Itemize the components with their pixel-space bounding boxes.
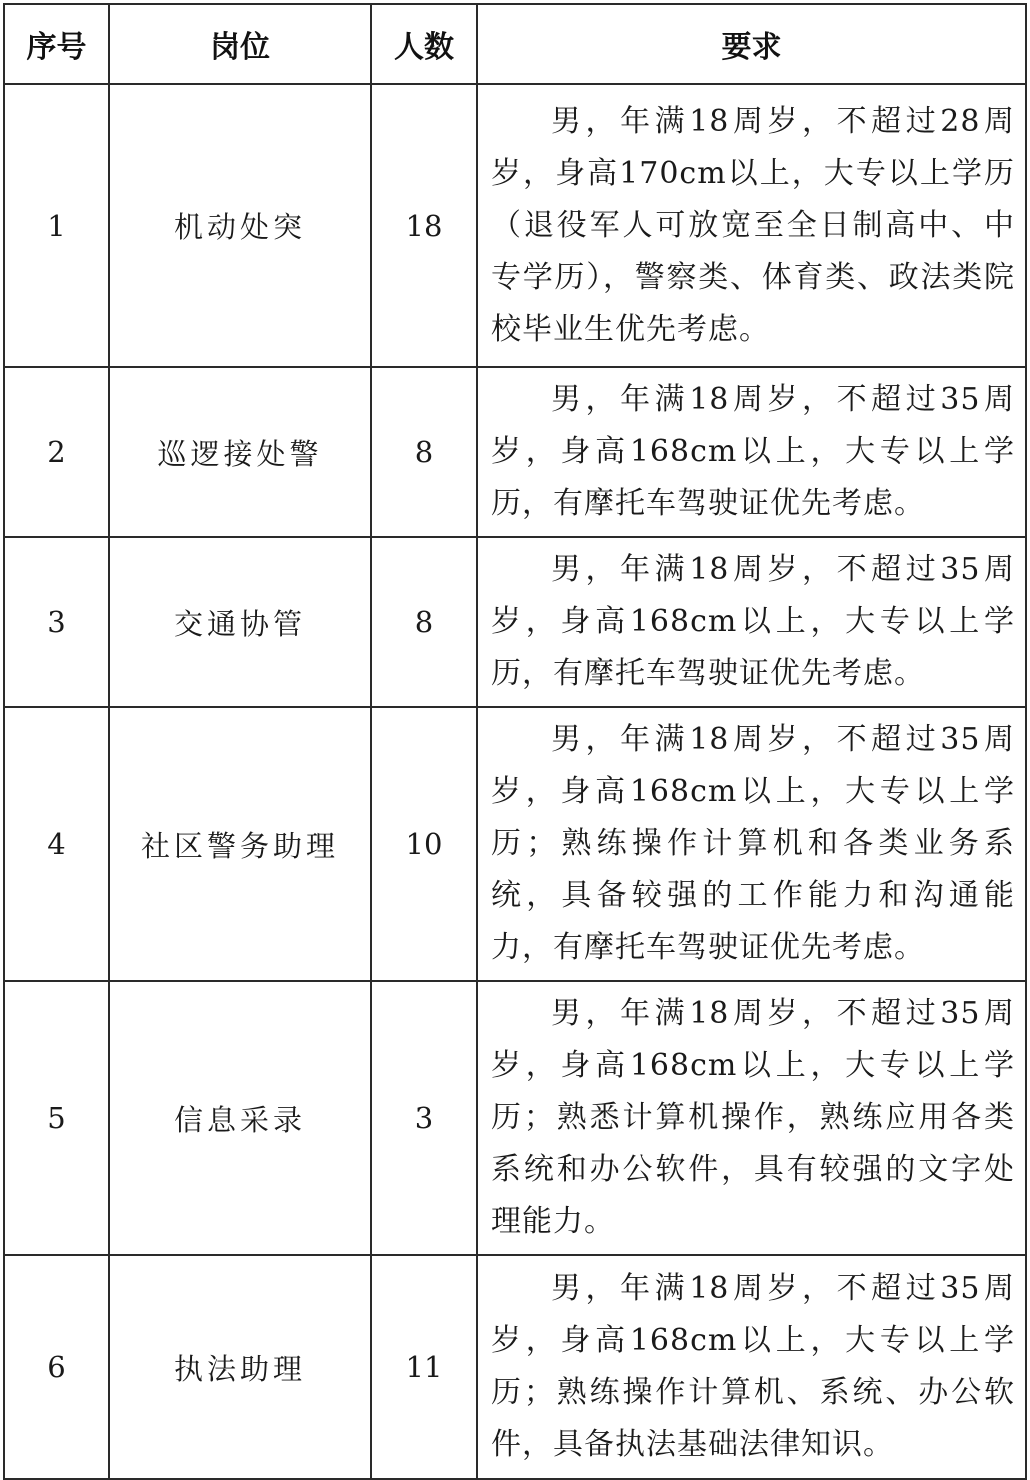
- row-requirement: 男，年满18周岁，不超过35周岁，身高168cm以上，大专以上学历，有摩托车驾驶证优先考虑。: [491, 552, 1015, 691]
- row-no: 2: [4, 367, 109, 537]
- row-requirement-cell: [477, 707, 1026, 981]
- row-count: 11: [371, 1255, 477, 1479]
- header-post: 岗位: [109, 4, 371, 84]
- row-requirement-cell: [477, 537, 1026, 707]
- row-requirement: 男，年满18周岁，不超过35周岁，身高168cm以上，大专以上学历；熟练操作计算机、系统、办公软件，具备执法基础法律知识。: [491, 1271, 1015, 1462]
- row-requirement: 男，年满18周岁，不超过35周岁，身高168cm以上，大专以上学历；熟悉计算机操作，熟练应用各类系统和办公软件，具有较强的文字处理能力。: [491, 996, 1015, 1239]
- row-count: 18: [371, 84, 477, 367]
- row-count: 8: [371, 537, 477, 707]
- row-post: 执法助理: [109, 1255, 371, 1479]
- row-requirement-cell: [477, 84, 1026, 367]
- row-count: 10: [371, 707, 477, 981]
- row-no: 3: [4, 537, 109, 707]
- row-no: 6: [4, 1255, 109, 1479]
- table-row: [4, 707, 1026, 981]
- table-row: [4, 537, 1026, 707]
- row-no: 4: [4, 707, 109, 981]
- row-post: 社区警务助理: [109, 707, 371, 981]
- row-requirement-cell: [477, 981, 1026, 1255]
- table-row: [4, 981, 1026, 1255]
- table-row: [4, 367, 1026, 537]
- row-post: 机动处突: [109, 84, 371, 367]
- table-header-row: [4, 4, 1026, 84]
- header-no: 序号: [4, 4, 109, 84]
- header-count: 人数: [371, 4, 477, 84]
- row-no: 1: [4, 84, 109, 367]
- row-post: 交通协管: [109, 537, 371, 707]
- row-no: 5: [4, 981, 109, 1255]
- table-row: [4, 1255, 1026, 1479]
- row-requirement: 男，年满18周岁，不超过35周岁，身高168cm以上，大专以上学历；熟练操作计算机和各类业务系统，具备较强的工作能力和沟通能力，有摩托车驾驶证优先考虑。: [491, 722, 1015, 965]
- recruitment-table: [3, 3, 1027, 1480]
- header-requirement: 要求: [477, 4, 1026, 84]
- row-requirement-cell: [477, 1255, 1026, 1479]
- row-post: 信息采录: [109, 981, 371, 1255]
- row-post: 巡逻接处警: [109, 367, 371, 537]
- table-row: [4, 84, 1026, 367]
- row-requirement: 男，年满18周岁，不超过35周岁，身高168cm以上，大专以上学历，有摩托车驾驶证优先考虑。: [491, 382, 1015, 521]
- row-count: 3: [371, 981, 477, 1255]
- row-requirement: 男，年满18周岁，不超过28周岁，身高170cm以上，大专以上学历（退役军人可放宽至全日制高中、中专学历），警察类、体育类、政法类院校毕业生优先考虑。: [491, 103, 1015, 347]
- row-count: 8: [371, 367, 477, 537]
- row-requirement-cell: [477, 367, 1026, 537]
